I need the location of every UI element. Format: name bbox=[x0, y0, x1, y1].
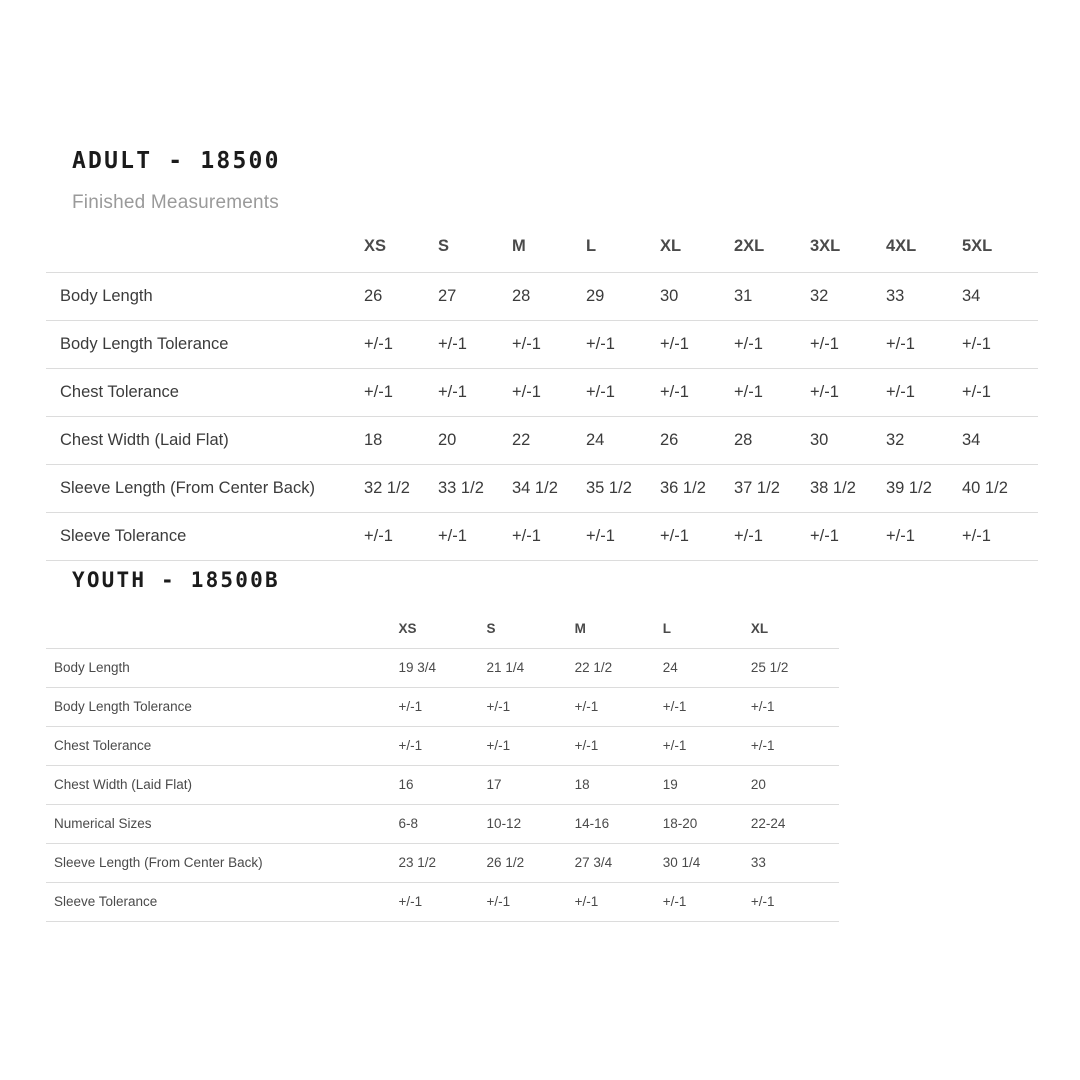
adult-header-size-xl: XL bbox=[660, 237, 682, 256]
youth-header-size-l: L bbox=[662, 621, 672, 637]
table-row bbox=[46, 512, 1038, 560]
row-label: Sleeve Tolerance bbox=[46, 512, 364, 560]
cell-value: 25 1/2 bbox=[751, 648, 839, 687]
cell-value: 34 1/2 bbox=[512, 464, 586, 512]
cell-value: +/-1 bbox=[364, 320, 438, 368]
cell-value: +/-1 bbox=[575, 726, 663, 765]
cell-value: 22 1/2 bbox=[575, 648, 663, 687]
cell-value: +/-1 bbox=[586, 512, 660, 560]
cell-value: 22 bbox=[512, 416, 586, 464]
cell-value: +/-1 bbox=[734, 320, 810, 368]
cell-value: +/-1 bbox=[438, 368, 512, 416]
row-label: Body Length bbox=[46, 272, 364, 320]
cell-value: +/-1 bbox=[586, 320, 660, 368]
cell-value: +/-1 bbox=[512, 512, 586, 560]
cell-value: 32 1/2 bbox=[364, 464, 438, 512]
cell-value: +/-1 bbox=[886, 512, 962, 560]
youth-header-size-xs: XS bbox=[398, 621, 417, 637]
cell-value: +/-1 bbox=[886, 320, 962, 368]
cell-value: 30 bbox=[810, 416, 886, 464]
cell-value: +/-1 bbox=[512, 368, 586, 416]
youth-section-title: YOUTH - 18500B bbox=[72, 568, 280, 592]
table-row bbox=[46, 726, 839, 765]
row-label: Numerical Sizes bbox=[46, 804, 398, 843]
cell-value: +/-1 bbox=[663, 882, 751, 921]
cell-value: +/-1 bbox=[398, 882, 486, 921]
cell-value: 20 bbox=[751, 765, 839, 804]
cell-value: +/-1 bbox=[734, 368, 810, 416]
row-label: Sleeve Length (From Center Back) bbox=[46, 464, 364, 512]
cell-value: +/-1 bbox=[962, 320, 1038, 368]
cell-value: +/-1 bbox=[962, 512, 1038, 560]
youth-header-size-s: S bbox=[486, 621, 496, 637]
youth-measurements-table bbox=[46, 614, 839, 922]
cell-value: 16 bbox=[398, 765, 486, 804]
cell-value: 26 1/2 bbox=[487, 843, 575, 882]
youth-size-section bbox=[46, 568, 839, 922]
cell-value: 34 bbox=[962, 272, 1038, 320]
cell-value: 39 1/2 bbox=[886, 464, 962, 512]
cell-value: 33 1/2 bbox=[438, 464, 512, 512]
adult-size-section bbox=[46, 148, 1034, 561]
cell-value: +/-1 bbox=[734, 512, 810, 560]
cell-value: 26 bbox=[660, 416, 734, 464]
cell-value: +/-1 bbox=[751, 726, 839, 765]
cell-value: 24 bbox=[663, 648, 751, 687]
adult-header-size-l: L bbox=[586, 237, 597, 256]
cell-value: +/-1 bbox=[660, 512, 734, 560]
youth-header-measurement bbox=[46, 614, 398, 648]
adult-header-size-2xl: 2XL bbox=[734, 237, 765, 256]
cell-value: +/-1 bbox=[663, 687, 751, 726]
adult-header-measurement bbox=[46, 228, 364, 272]
row-label: Chest Width (Laid Flat) bbox=[46, 416, 364, 464]
adult-section-title: ADULT - 18500 bbox=[72, 148, 281, 174]
cell-value: 35 1/2 bbox=[586, 464, 660, 512]
adult-table-body bbox=[46, 272, 1038, 560]
cell-value: +/-1 bbox=[438, 320, 512, 368]
cell-value: 40 1/2 bbox=[962, 464, 1038, 512]
table-row bbox=[46, 648, 839, 687]
table-row bbox=[46, 843, 839, 882]
adult-measurements-table bbox=[46, 228, 1038, 561]
table-header-row bbox=[46, 614, 839, 648]
cell-value: +/-1 bbox=[575, 882, 663, 921]
cell-value: 28 bbox=[734, 416, 810, 464]
cell-value: +/-1 bbox=[886, 368, 962, 416]
cell-value: +/-1 bbox=[751, 687, 839, 726]
row-label: Body Length bbox=[46, 648, 398, 687]
youth-header-size-xl: XL bbox=[750, 621, 769, 637]
adult-section-subtitle: Finished Measurements bbox=[72, 192, 279, 213]
adult-header-size-4xl: 4XL bbox=[886, 237, 917, 256]
adult-table-header bbox=[46, 228, 1038, 272]
cell-value: +/-1 bbox=[810, 512, 886, 560]
cell-value: 30 1/4 bbox=[663, 843, 751, 882]
cell-value: 18 bbox=[364, 416, 438, 464]
cell-value: 6-8 bbox=[398, 804, 486, 843]
youth-table-body bbox=[46, 648, 839, 921]
cell-value: 17 bbox=[487, 765, 575, 804]
table-row bbox=[46, 368, 1038, 416]
table-row bbox=[46, 765, 839, 804]
cell-value: 34 bbox=[962, 416, 1038, 464]
cell-value: +/-1 bbox=[660, 320, 734, 368]
cell-value: 32 bbox=[810, 272, 886, 320]
cell-value: 14-16 bbox=[575, 804, 663, 843]
cell-value: 27 3/4 bbox=[575, 843, 663, 882]
cell-value: +/-1 bbox=[487, 882, 575, 921]
cell-value: 21 1/4 bbox=[487, 648, 575, 687]
cell-value: +/-1 bbox=[810, 320, 886, 368]
cell-value: +/-1 bbox=[586, 368, 660, 416]
cell-value: 18 bbox=[575, 765, 663, 804]
cell-value: +/-1 bbox=[810, 368, 886, 416]
cell-value: +/-1 bbox=[398, 687, 486, 726]
cell-value: 28 bbox=[512, 272, 586, 320]
cell-value: +/-1 bbox=[575, 687, 663, 726]
cell-value: 18-20 bbox=[663, 804, 751, 843]
cell-value: 38 1/2 bbox=[810, 464, 886, 512]
table-row bbox=[46, 272, 1038, 320]
cell-value: +/-1 bbox=[364, 368, 438, 416]
table-row bbox=[46, 687, 839, 726]
table-row bbox=[46, 464, 1038, 512]
row-label: Chest Tolerance bbox=[46, 726, 398, 765]
table-row bbox=[46, 320, 1038, 368]
cell-value: 33 bbox=[886, 272, 962, 320]
cell-value: 10-12 bbox=[487, 804, 575, 843]
row-label: Chest Width (Laid Flat) bbox=[46, 765, 398, 804]
row-label: Chest Tolerance bbox=[46, 368, 364, 416]
cell-value: 27 bbox=[438, 272, 512, 320]
cell-value: +/-1 bbox=[660, 368, 734, 416]
cell-value: 26 bbox=[364, 272, 438, 320]
row-label: Sleeve Length (From Center Back) bbox=[46, 843, 398, 882]
adult-header-size-5xl: 5XL bbox=[962, 237, 993, 256]
adult-header-size-xs: XS bbox=[364, 237, 387, 256]
cell-value: 31 bbox=[734, 272, 810, 320]
cell-value: 32 bbox=[886, 416, 962, 464]
cell-value: +/-1 bbox=[751, 882, 839, 921]
adult-header-size-3xl: 3XL bbox=[810, 237, 841, 256]
cell-value: +/-1 bbox=[438, 512, 512, 560]
row-label: Sleeve Tolerance bbox=[46, 882, 398, 921]
table-row bbox=[46, 804, 839, 843]
youth-header-size-m: M bbox=[574, 621, 586, 637]
cell-value: +/-1 bbox=[398, 726, 486, 765]
cell-value: +/-1 bbox=[487, 726, 575, 765]
cell-value: 24 bbox=[586, 416, 660, 464]
cell-value: 19 bbox=[663, 765, 751, 804]
cell-value: +/-1 bbox=[487, 687, 575, 726]
cell-value: 19 3/4 bbox=[398, 648, 486, 687]
table-header-row bbox=[46, 228, 1038, 272]
adult-header-size-s: S bbox=[438, 237, 450, 256]
cell-value: 23 1/2 bbox=[398, 843, 486, 882]
cell-value: 29 bbox=[586, 272, 660, 320]
cell-value: +/-1 bbox=[512, 320, 586, 368]
youth-table-header bbox=[46, 614, 839, 648]
cell-value: 37 1/2 bbox=[734, 464, 810, 512]
table-row bbox=[46, 416, 1038, 464]
row-label: Body Length Tolerance bbox=[46, 687, 398, 726]
cell-value: 20 bbox=[438, 416, 512, 464]
adult-header-size-m: M bbox=[512, 237, 526, 256]
cell-value: 30 bbox=[660, 272, 734, 320]
table-row bbox=[46, 882, 839, 921]
cell-value: +/-1 bbox=[663, 726, 751, 765]
row-label: Body Length Tolerance bbox=[46, 320, 364, 368]
cell-value: 22-24 bbox=[751, 804, 839, 843]
cell-value: +/-1 bbox=[962, 368, 1038, 416]
cell-value: 33 bbox=[751, 843, 839, 882]
cell-value: 36 1/2 bbox=[660, 464, 734, 512]
cell-value: +/-1 bbox=[364, 512, 438, 560]
